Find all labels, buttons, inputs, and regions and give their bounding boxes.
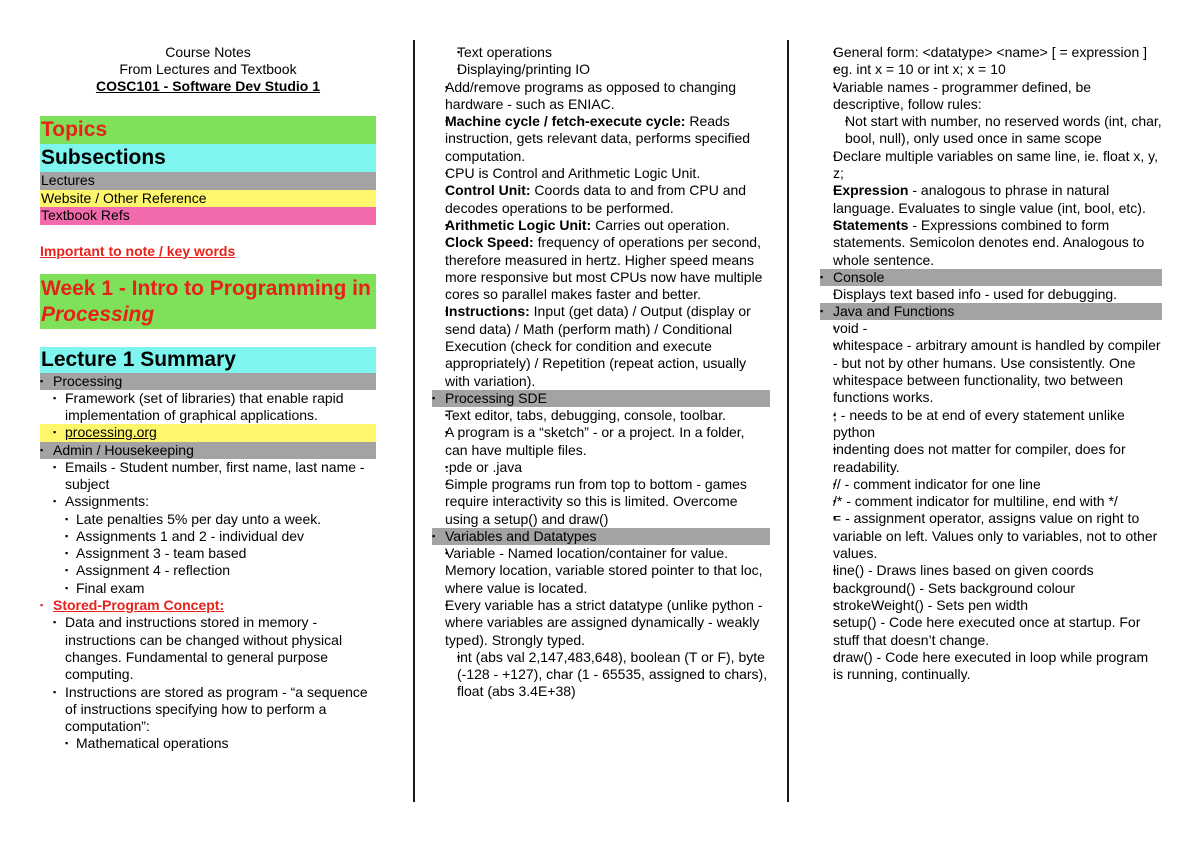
stored-program-label: Stored-Program Concept: <box>53 597 225 614</box>
list-item: ▪ Late penalties 5% per day unto a week. <box>40 511 376 528</box>
list-item: ▪ Instructions are stored as program - “a sequence of instructions specifying how to perform a computation”: <box>40 684 376 736</box>
list-item-machine-cycle <box>432 113 770 165</box>
list-item: ▪ background() - Sets background colour <box>820 580 1162 597</box>
list-item: ▪ Data and instructions stored in memory - instructions can be changed without physical changes. Fundamental to general purpose computing. <box>40 614 376 683</box>
section-variables: ▪ Variables and Datatypes <box>432 528 770 545</box>
legend-website: Website / Other Reference <box>40 190 376 208</box>
list-item: ▪ Assignments 1 and 2 - individual dev <box>40 528 376 545</box>
column-3 <box>820 44 1162 683</box>
legend-subsections: Subsections <box>40 144 376 172</box>
section-java-functions: ▪ Java and Functions <box>820 303 1162 320</box>
list-item: ▪ General form: <datatype> <name> [ = expression ] <box>820 44 1162 61</box>
list-item: ▪ void - <box>820 320 1162 337</box>
legend-important: Important to note / key words <box>40 242 236 259</box>
section-processing-sde: ▪ Processing SDE <box>432 390 770 407</box>
term-instructions: Instructions: <box>445 303 530 320</box>
processing-link[interactable]: processing.org <box>65 424 157 441</box>
list-item: ▪ line() - Draws lines based on given coords <box>820 562 1162 579</box>
list-item: ▪ indenting does not matter for compiler, does for readability. <box>820 441 1162 476</box>
definition-instructions: Input (get data) / Output (display or send data) / Math (perform math) / Conditional Execution (check for condition and execute appropriately) / Repetition (repeat action, usually with variation). <box>445 303 751 389</box>
term-machine-cycle: Machine cycle / fetch-execute cycle: <box>445 113 686 130</box>
term-control-unit: Control Unit: <box>445 182 531 199</box>
list-item: ▪ Emails - Student number, first name, last name - subject <box>40 459 376 494</box>
definition-expression: - analogous to phrase in natural language. Evaluates to single value (int, bool, etc). <box>833 182 1146 216</box>
document-header <box>40 44 376 95</box>
list-item: ▪ Assignment 4 - reflection <box>40 562 376 579</box>
list-item: ▪ Declare multiple variables on same line, ie. float x, y, z; <box>820 148 1162 183</box>
list-item: ▪ A program is a “sketch” - or a project. In a folder, can have multiple files. <box>432 424 770 459</box>
list-item: ▪ Text operations <box>432 44 770 61</box>
definition-clock-speed: frequency of operations per second, therefore measured in hertz. Higher speed means more responsive but most CPUs now have multiple cores so parallel makes faster and better. <box>445 234 763 303</box>
week-title: Week 1 - Intro to Programming in <box>41 276 371 300</box>
list-item: ▪ Text editor, tabs, debugging, console, toolbar. <box>432 407 770 424</box>
list-item-instructions <box>432 303 770 389</box>
list-item-clock-speed <box>432 234 770 303</box>
definition-machine-cycle: Reads instruction, gets relevant data, performs specified computation. <box>445 113 751 164</box>
list-item: ▪ Add/remove programs as opposed to changing hardware - such as ENIAC. <box>432 79 770 114</box>
definition-statements: - Expressions combined to form statements. Semicolon denotes end. Analogous to whole sentence. <box>833 216 1145 268</box>
list-item: ▪ Displays text based info - used for debugging. <box>820 286 1162 303</box>
legend-textbook: Textbook Refs <box>40 207 376 225</box>
list-item: ▪ Not start with number, no reserved words (int, char, bool, null), only used once in same scope <box>820 113 1162 148</box>
list-item-control-unit <box>432 182 770 217</box>
course-title: COSC101 - Software Dev Studio 1 <box>95 78 321 94</box>
term-clock-speed: Clock Speed: <box>445 234 534 251</box>
list-item: ▪ Every variable has a strict datatype (unlike python - where variables are assigned dynamically - weakly typed). Strongly typed. <box>432 597 770 649</box>
section-processing: ▪ Processing <box>40 373 376 390</box>
list-item-link-row <box>40 424 376 441</box>
list-item: ▪ Assignment 3 - team based <box>40 545 376 562</box>
list-item: ▪ Mathematical operations <box>40 735 376 752</box>
column-2 <box>432 44 770 701</box>
list-item: ▪ Variable - Named location/container for value. Memory location, variable stored pointer to that loc, where value is located. <box>432 545 770 597</box>
list-item: ▪ int (abs val 2,147,483,648), boolean (T or F), byte (-128 - +127), char (1 - 65535, assigned to chars), float (abs 3.4E+38) <box>432 649 770 701</box>
definition-control-unit: Coords data to and from CPU and decodes operations to be performed. <box>445 182 747 216</box>
stored-program-heading <box>40 597 376 614</box>
header-line-1: Course Notes <box>165 44 251 60</box>
legend-topics: Topics <box>40 116 376 144</box>
list-item-expression <box>820 182 1162 217</box>
list-item: ▪ ; - needs to be at end of every statement unlike python <box>820 407 1162 442</box>
week-heading <box>40 274 376 329</box>
list-item: ▪ whitespace - arbitrary amount is handled by compiler - but not by other humans. Use consistently. One whitespace between functionality, two between functions works. <box>820 337 1162 406</box>
list-item: ▪ Final exam <box>40 580 376 597</box>
list-item: ▪ Variable names - programmer defined, be descriptive, follow rules: <box>820 79 1162 114</box>
list-item: ▪ = - assignment operator, assigns value on right to variable on left. Values only to variables, not to other values. <box>820 510 1162 562</box>
list-item: ▪ strokeWeight() - Sets pen width <box>820 597 1162 614</box>
definition-alu: Carries out operation. <box>591 216 730 233</box>
list-item: ▪ Simple programs run from top to bottom - games require interactivity so this is limited. Overcome using a setup() and draw() <box>432 476 770 528</box>
column-1 <box>40 44 376 753</box>
list-item-alu <box>432 217 770 234</box>
term-expression: Expression <box>833 182 909 199</box>
term-statements: Statements <box>833 216 909 233</box>
lecture-heading: Lecture 1 Summary <box>40 347 376 373</box>
column-divider-1 <box>413 40 415 802</box>
week-title-emphasis: Processing <box>41 302 155 326</box>
list-item: ▪ draw() - Code here executed in loop while program is running, continually. <box>820 649 1162 684</box>
list-item: ▪ Framework (set of libraries) that enable rapid implementation of graphical applications. <box>40 390 376 425</box>
list-item: ▪ CPU is Control and Arithmetic Logic Unit. <box>432 165 770 182</box>
list-item: ▪ .pde or .java <box>432 459 770 476</box>
legend-lectures: Lectures <box>40 172 376 190</box>
list-item: ▪ Displaying/printing IO <box>432 61 770 78</box>
list-item: ▪ // - comment indicator for one line <box>820 476 1162 493</box>
list-item: ▪ /* - comment indicator for multiline, end with */ <box>820 493 1162 510</box>
section-console: ▪ Console <box>820 269 1162 286</box>
list-item: ▪ setup() - Code here executed once at startup. For stuff that doesn’t change. <box>820 614 1162 649</box>
header-line-2: From Lectures and Textbook <box>119 61 297 77</box>
list-item: ▪ Assignments: <box>40 493 376 510</box>
list-item-statements <box>820 217 1162 269</box>
section-admin: ▪ Admin / Housekeeping <box>40 442 376 459</box>
column-divider-2 <box>787 40 789 802</box>
list-item: ▪ eg. int x = 10 or int x; x = 10 <box>820 61 1162 78</box>
term-alu: Arithmetic Logic Unit: <box>445 216 592 233</box>
